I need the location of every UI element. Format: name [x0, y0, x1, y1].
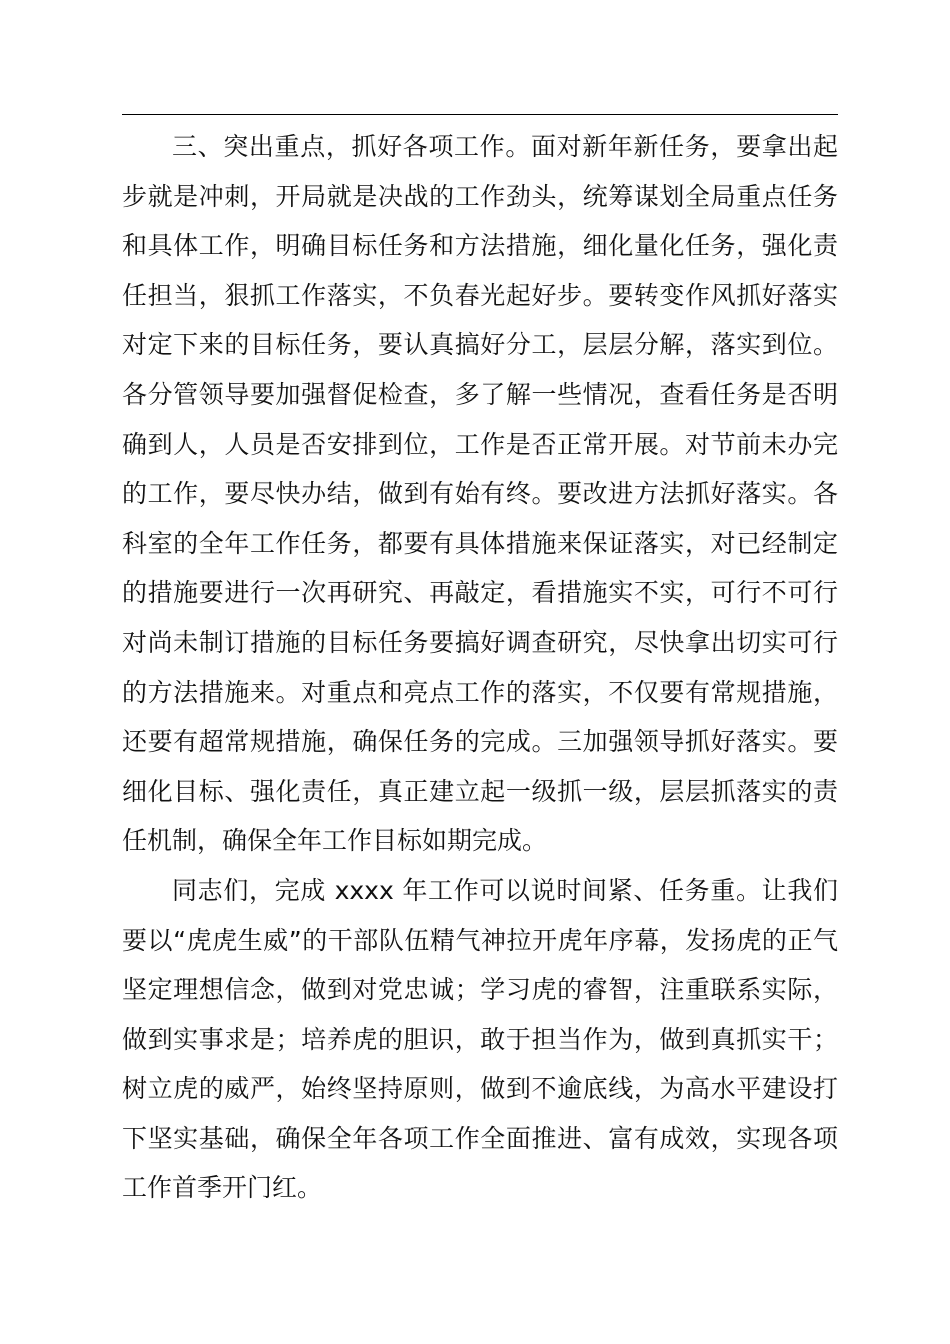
text-line: 步就是冲刺，开局就是决战的工作劲头，统筹谋划全局重点任务: [122, 181, 838, 211]
paragraph-closing: [122, 866, 838, 1213]
text-line: 各分管领导要加强督促检查，多了解一些情况，查看任务是否明: [122, 379, 838, 409]
text-line: 对尚未制订措施的目标任务要搞好调查研究，尽快拿出切实可行: [122, 627, 838, 657]
header-rule: [122, 114, 838, 115]
text-line: 的措施要进行一次再研究、再敲定，看措施实不实，可行不可行: [122, 578, 838, 608]
text-line: 坚定理想信念，做到对党忠诚；学习虎的睿智，注重联系实际，: [122, 975, 838, 1005]
text-line: 工作首季开门红。: [122, 1173, 323, 1203]
text-line: 的方法措施来。对重点和亮点工作的落实，不仅要有常规措施，: [122, 677, 838, 707]
text-line: 科室的全年工作任务，都要有具体措施来保证落实，对已经制定: [122, 528, 838, 558]
document-body: [122, 122, 838, 1213]
text-line: 任担当，狠抓工作落实，不负春光起好步。要转变作风抓好落实: [122, 280, 838, 310]
text-line: 三、突出重点，抓好各项工作。面对新年新任务，要拿出起: [172, 132, 838, 161]
text-line: 细化目标、强化责任，真正建立起一级抓一级，层层抓落实的责: [122, 776, 838, 806]
text-line: 对定下来的目标任务，要认真搞好分工，层层分解，落实到位。: [122, 330, 838, 360]
text-line: 做到实事求是；培养虎的胆识，敢于担当作为，做到真抓实干；: [122, 1024, 838, 1054]
text-line: 下坚实基础，确保全年各项工作全面推进、富有成效，实现各项: [122, 1123, 838, 1153]
text-line: 的工作，要尽快办结，做到有始有终。要改进方法抓好落实。各: [122, 479, 838, 509]
text-line: 确到人，人员是否安排到位，工作是否正常开展。对节前未办完: [122, 429, 838, 459]
text-line: 任机制，确保全年工作目标如期完成。: [122, 826, 548, 856]
text-line: 树立虎的威严，始终坚持原则，做到不逾底线，为高水平建设打: [122, 1074, 838, 1104]
paragraph-section-three: [122, 122, 838, 866]
text-line: 和具体工作，明确目标任务和方法措施，细化量化任务，强化责: [122, 231, 838, 261]
text-line: 同志们，完成 xxxx 年工作可以说时间紧、任务重。让我们: [172, 875, 838, 905]
text-line: 要以“虎虎生威”的干部队伍精气神拉开虎年序幕，发扬虎的正气: [122, 925, 838, 955]
text-line: 还要有超常规措施，确保任务的完成。三加强领导抓好落实。要: [122, 727, 838, 757]
